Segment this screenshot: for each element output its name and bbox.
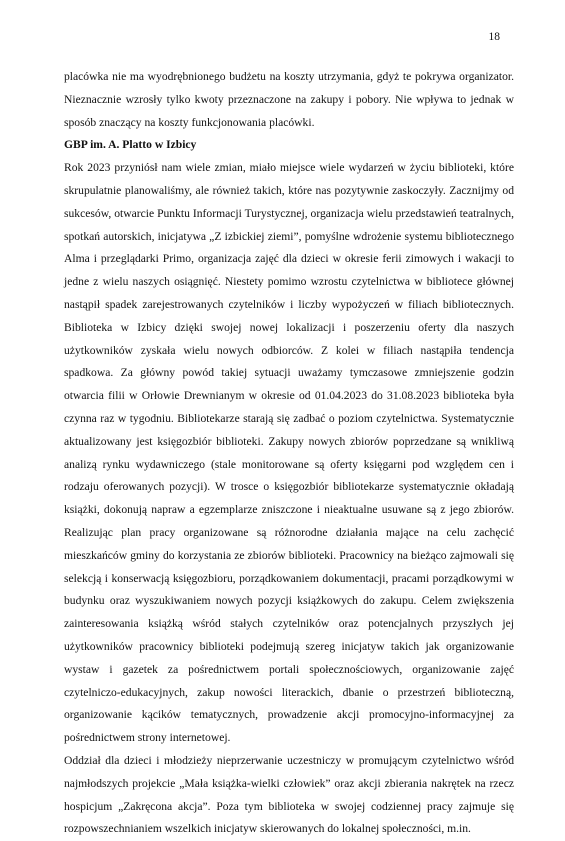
final-paragraph: Oddział dla dzieci i młodzieży nieprzerwanie uczestniczy w promującym czytelnictwo wśród najmłodszych projekcie „Mała książka-wielki człowiek” oraz akcji zbierania nakrętek na rzecz hospicjum „Zakręcona akcja”. Poza tym biblioteka w swojej codziennej pracy zajmuje się rozpowszechnianiem wszelkich inicjatyw skierowanych do lokalnej społeczności, m.in.: [64, 753, 514, 836]
main-paragraph: Rok 2023 przyniósł nam wiele zmian, miało miejsce wiele wydarzeń w życiu biblioteki, które skrupulatnie planowaliśmy, ale również takich, które nas pozytywnie zaskoczyły. Zacznijmy od sukcesów, otwarcie Punktu Informacji Turystycznej, organizacja wielu przedstawień teatralnych, spotkań autorskich, inicjatywa „Z izbickiej ziemi”, pomyślne wdrożenie systemu bibliotecznego Alma i przeglądarki Primo, organizacja zajęć dla dzieci w okresie ferii zimowych i wakacji to jedne z wielu naszych osiągnięć. Niestety pomimo wzrostu czytelnictwa w bibliotece głównej nastąpił spadek zarejestrowanych czytelników i liczby wypożyczeń w filiach bibliotecznych. Biblioteka w Izbicy dzięki swojej nowej lokalizacji i poszerzeniu oferty dla naszych użytkowników zyskała wielu nowych odbiorców. Z kolei w filiach nastąpiła tendencja spadkowa. Za główny powód takiej sytuacji uważamy tymczasowe zmniejszenie godzin otwarcia filii w Orłowie Drewnianym w okresie od 01.04.2023 do 31.08.2023 biblioteka była czynna raz w tygodniu. Bibliotekarze starają się zadbać o poziom czytelnictwa. Systematycznie aktualizowany jest księgozbiór biblioteki. Zakupy nowych zbiorów poprzedzane są wnikliwą analizą rynku wydawniczego (stale monitorowane są oferty księgarni pod względem cen i rodzaju oferowanych pozycji). W trosce o księgozbiór bibliotekarze systematycznie okładają książki, dokonują napraw a egzemplarze zniszczone i nieaktualne usuwane są z jego zbiorów. Realizując plan pracy organizowane są różnorodne działania mające na celu zachęcić mieszkańców gminy do korzystania ze zbiorów biblioteki. Pracownicy na bieżąco zajmowali się selekcją i konserwacją księgozbioru, porządkowaniem dokumentacji, pracami porządkowymi w budynku oraz wyszukiwaniem nowych pozycji książkowych do zakupu. Celem zwiększenia zainteresowania książką wśród stałych czytelników oraz potencjalnych przyszłych jej użytkowników pracownicy biblioteki podejmują szereg inicjatyw takich jak organizowanie wystaw i gazetek za pośrednictwem portali społecznościowych, organizowanie zajęć czytelniczo-edukacyjnych, zakup nowości literackich, dbanie o przestrzeń biblioteczną, organizowanie kącików tematycznych, prowadzenie akcji promocyjno-informacyjnej za pośrednictwem strony internetowej.: [64, 161, 514, 745]
document-body: [64, 66, 514, 841]
section-heading: GBP im. A. Platto w Izbicy: [64, 138, 197, 152]
page-number: 18: [488, 31, 500, 43]
intro-paragraph: placówka nie ma wyodrębnionego budżetu na koszty utrzymania, gdyż te pokrywa organizator. Nieznacznie wzrosły tylko kwoty przeznaczone na zakupy i pobory. Nie wpływa to jednak w sposób znaczący na koszty funkcjonowania placówki.: [64, 70, 514, 129]
